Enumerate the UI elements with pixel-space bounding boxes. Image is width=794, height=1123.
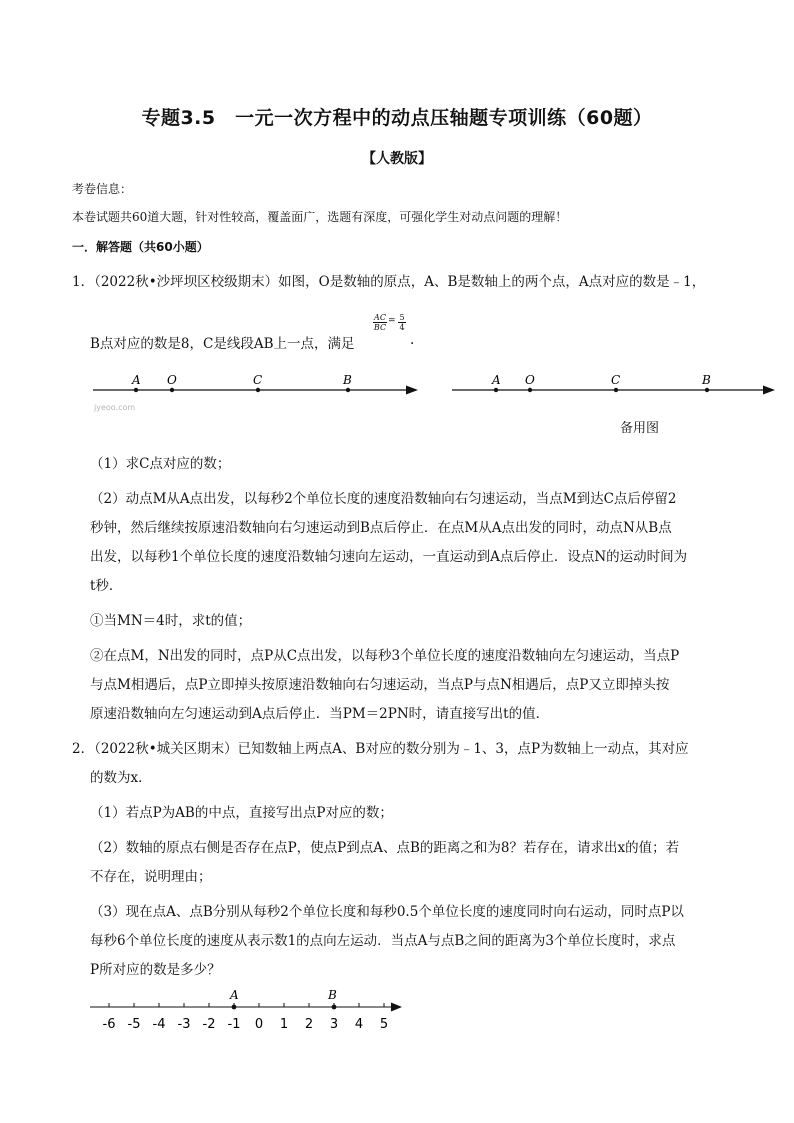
q1-part-4-line-3: 原速沿数轴向左匀速运动到A点后停止．当PM＝2PN时，请直接写出t的值．: [90, 706, 550, 722]
q1-part-4-line-1: ②在点M，N出发的同时，点P从C点出发，以每秒3个单位长度的速度沿数轴向左匀速运动，当点P: [90, 648, 680, 664]
axis-arrow: [391, 1003, 402, 1012]
tick-label: -5: [127, 1017, 141, 1032]
q2-part-2-line-2: 不存在，说明理由；: [90, 869, 212, 885]
q1-line-2: B点对应的数是8，C是线段AB上一点，满足: [90, 336, 355, 352]
point-a-dot: [134, 388, 138, 392]
axis-arrow: [406, 386, 418, 395]
point-a-dot: [232, 1005, 237, 1010]
q2-line-1: 2．（2022秋•城关区期末）已知数轴上两点A、B对应的数分别为﹣1、3，点P为数轴上一动点，其对应: [72, 741, 689, 757]
tick-label: -1: [227, 1017, 241, 1032]
info-heading: 考卷信息：: [72, 182, 133, 196]
q2-line-2: 的数为x．: [90, 770, 152, 786]
label-b: B: [702, 373, 711, 387]
label-a: A: [230, 988, 239, 1002]
number-line-backup: [452, 368, 792, 418]
point-c-dot: [614, 388, 618, 392]
frac-equals: =: [388, 316, 396, 326]
tick-label: 3: [329, 1017, 339, 1032]
label-c: C: [253, 373, 263, 387]
point-b-dot: [346, 388, 350, 392]
tick-label: -4: [152, 1017, 166, 1032]
backup-caption: 备用图: [620, 421, 660, 436]
tick-label: -2: [202, 1017, 216, 1032]
frac-numerator: AC: [374, 313, 386, 322]
info-text: 本卷试题共60道大题，针对性较高，覆盖面广，选题有深度，可强化学生对动点问题的理解！: [72, 210, 568, 224]
number-line-ticks: [86, 986, 416, 1046]
tick-label: 4: [354, 1017, 364, 1032]
section-heading: 一．解答题（共60小题）: [72, 240, 209, 254]
q2-part-1: （1）若点P为AB的中点，直接写出点P对应的数；: [90, 805, 393, 821]
point-o-dot: [170, 388, 174, 392]
q2-part-2-line-1: （2）数轴的原点右侧是否存在点P，使点P到点A、点B的距离之和为8？若存在，请求出x的值；若: [90, 840, 680, 856]
tick-label: 1: [279, 1017, 289, 1032]
q1-part-2-line-3: 出发，以每秒1个单位长度的速度沿数轴匀速向左运动，一直运动到A点后停止．设点N的运动时间为: [90, 549, 688, 565]
label-o: O: [167, 373, 177, 387]
frac-denominator: BC: [373, 323, 387, 332]
label-b: B: [328, 988, 337, 1002]
tick-label: -6: [102, 1017, 116, 1032]
label-a: A: [492, 373, 501, 387]
label-a: A: [132, 373, 141, 387]
edition-label: 【人教版】: [362, 151, 432, 167]
frac-value-numerator: 5: [399, 313, 405, 322]
q2-part-3-line-1: （3）现在点A、点B分别从每秒2个单位长度和每秒0.5个单位长度的速度同时向右运动，同时点P以: [90, 904, 684, 920]
q1-line-2-end: .: [410, 332, 415, 348]
tick-label: -3: [177, 1017, 191, 1032]
label-o: O: [525, 373, 535, 387]
label-c: C: [611, 373, 621, 387]
q1-part-2-line-2: 秒钟，然后继续按原速沿数轴向右匀速运动到B点后停止．在点M从A点出发的同时，动点N从B点: [90, 520, 672, 536]
point-b-dot: [332, 1005, 337, 1010]
point-b-dot: [705, 388, 709, 392]
q1-part-2-line-1: （2）动点M从A点出发，以每秒2个单位长度的速度沿数轴向右匀速运动，当点M到达C点后停留2: [90, 491, 677, 507]
point-a-dot: [494, 388, 498, 392]
frac-value-denominator: 4: [399, 323, 405, 332]
axis-arrow: [763, 386, 775, 395]
label-b: B: [343, 373, 352, 387]
q1-part-3: ①当MN＝4时，求t的值；: [90, 613, 252, 629]
tick-label: 0: [254, 1017, 264, 1032]
point-c-dot: [256, 388, 260, 392]
q2-part-3-line-2: 每秒6个单位长度的速度从表示数1的点向左运动．当点A与点B之间的距离为3个单位长度时，求点: [90, 933, 676, 949]
q1-fraction-value: [398, 313, 406, 332]
number-line-main: [88, 368, 428, 418]
q1-part-2-line-4: t秒．: [90, 578, 123, 594]
page-title: 专题3.5 一元一次方程中的动点压轴题专项训练（60题）: [141, 107, 653, 129]
watermark: jyeoo.com: [94, 403, 136, 412]
q1-fraction: [373, 313, 387, 332]
q1-part-1: （1）求C点对应的数；: [90, 456, 231, 472]
tick-label: 2: [304, 1017, 314, 1032]
point-o-dot: [528, 388, 532, 392]
q2-part-3-line-3: P所对应的数是多少？: [90, 962, 221, 978]
tick-label: 5: [379, 1017, 389, 1032]
q1-part-4-line-2: 与点M相遇后，点P立即掉头按原速沿数轴向右匀速运动，当点P与点N相遇后，点P又立即掉头按: [90, 677, 670, 693]
q1-line-1: 1．（2022秋•沙坪坝区校级期末）如图，O是数轴的原点，A、B是数轴上的两个点，A点对应的数是﹣1，: [72, 274, 706, 290]
